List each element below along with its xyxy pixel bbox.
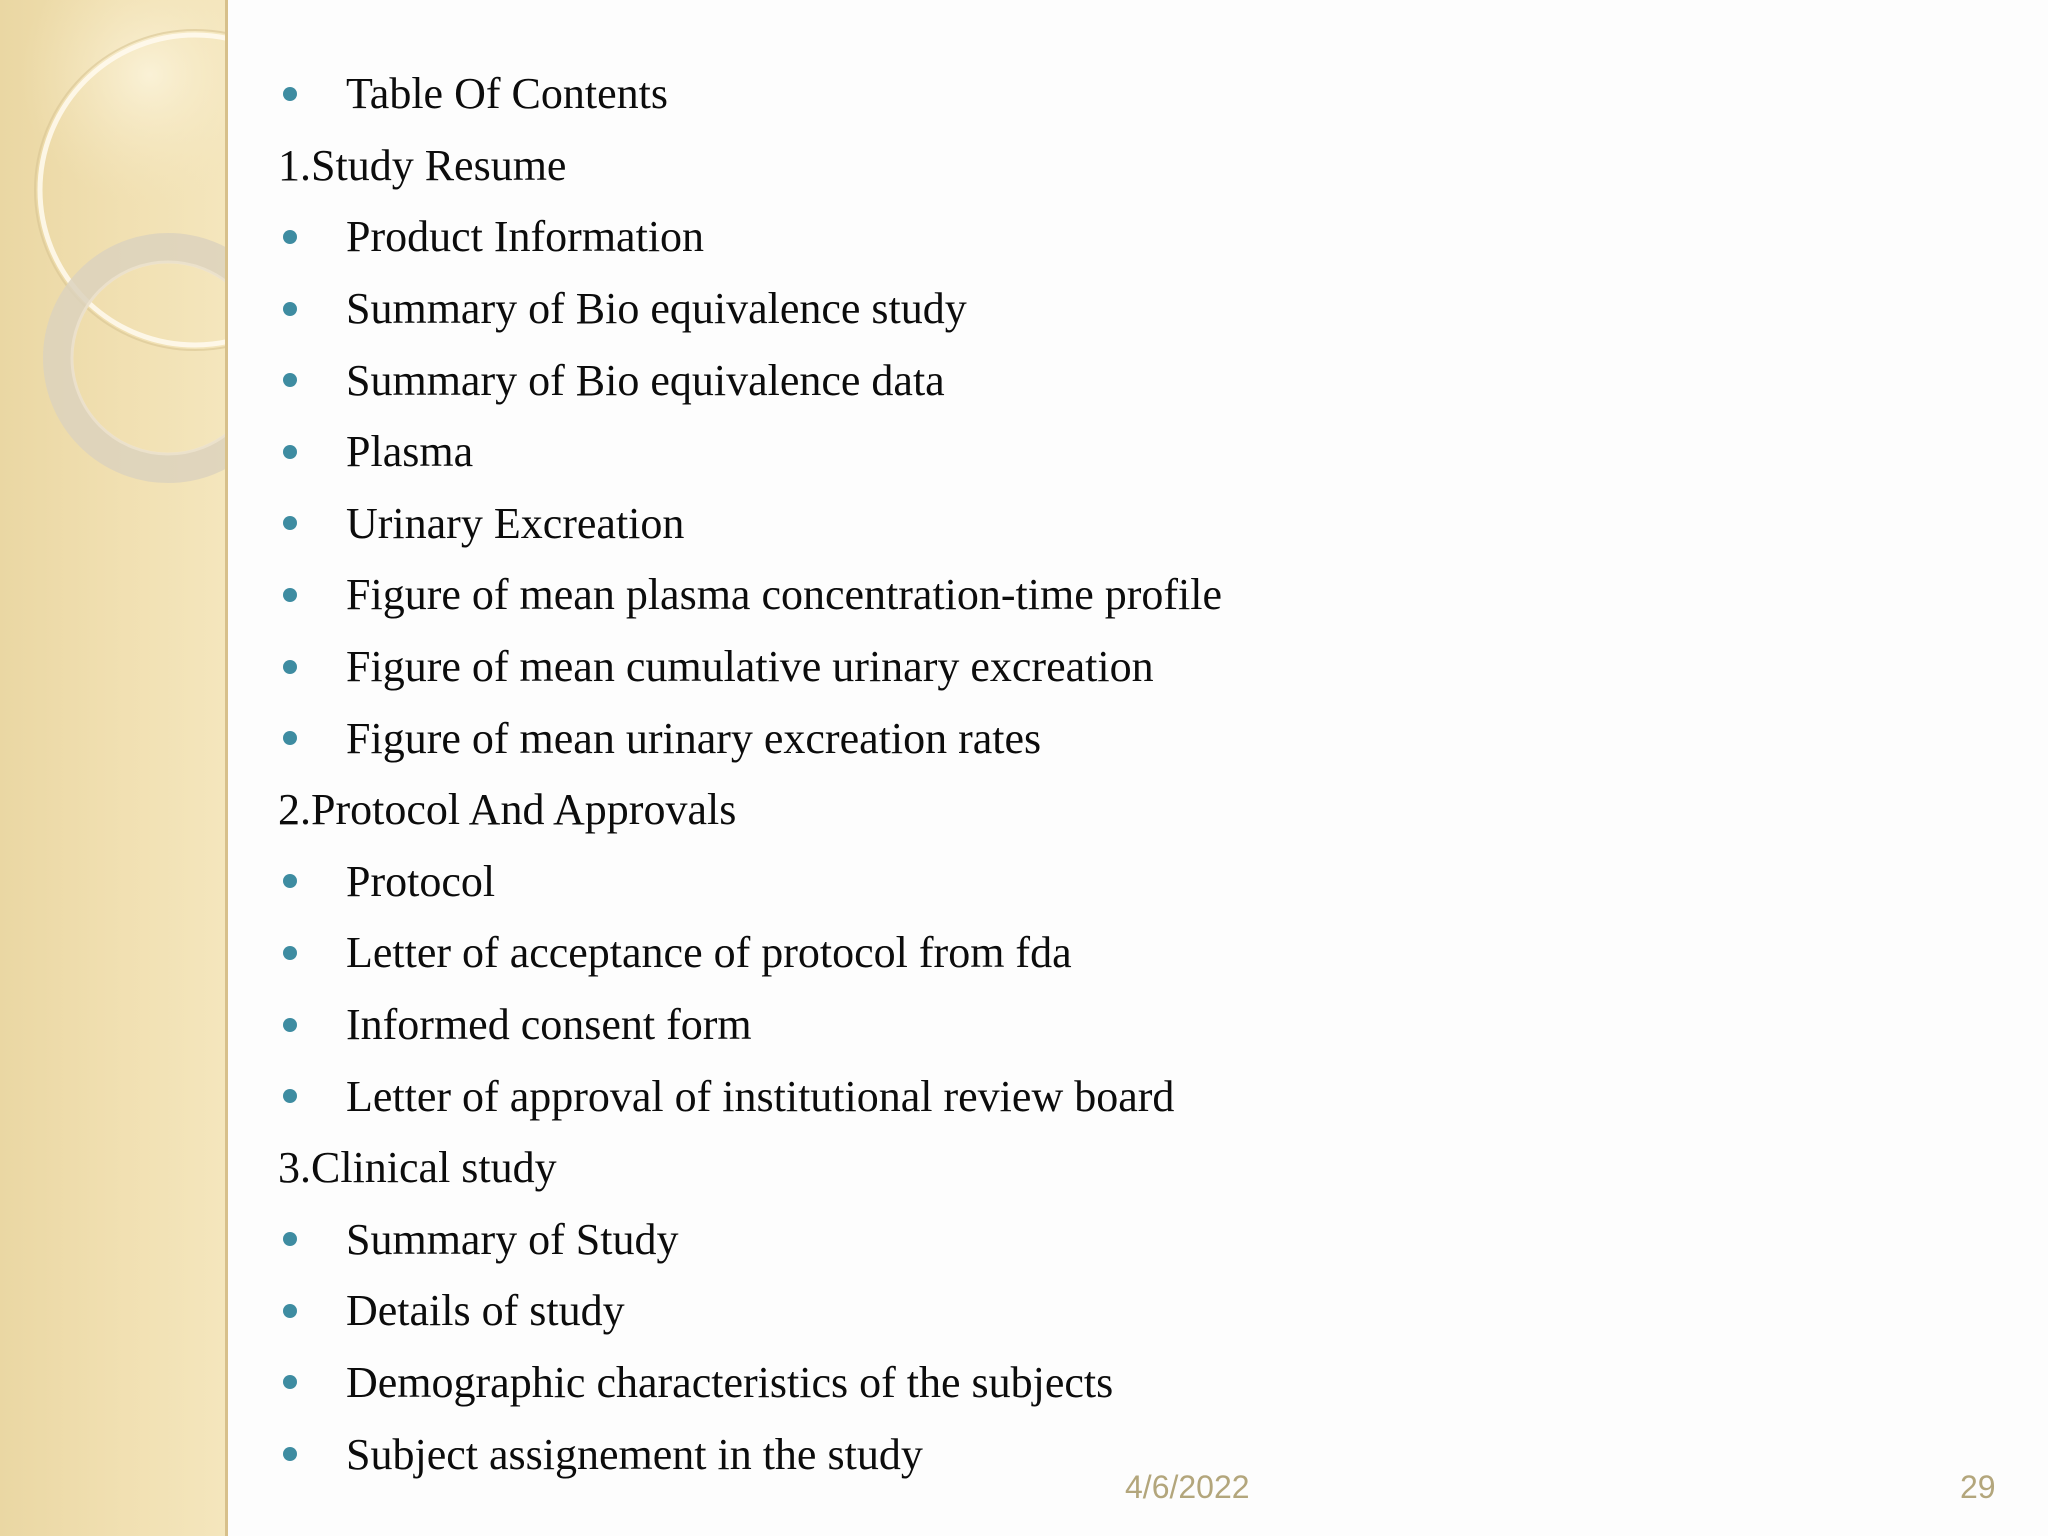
bullet-text: Summary of Study [346,1214,679,1264]
heading-text: 1.Study Resume [278,140,567,190]
bullet-dot-icon [283,731,297,745]
decorative-rings [0,0,228,1536]
bullet-item [278,702,1978,774]
bullet-text: Informed consent form [346,1000,752,1050]
bullet-text: Figure of mean cumulative urinary excreation [346,642,1154,692]
bullet-text: Details of study [346,1286,625,1336]
bullet-item [278,989,1978,1061]
bullet-dot-icon [283,230,297,244]
bullet-text: Demographic characteristics of the subjects [346,1357,1114,1407]
bullet-text: Plasma [346,427,474,477]
bullet-text: Letter of approval of institutional review board [346,1071,1175,1121]
bullet-dot-icon [283,1375,297,1389]
bullet-item [278,58,1978,130]
bullet-item [278,1275,1978,1347]
bullet-text: Table Of Contents [346,69,668,119]
bullet-dot-icon [283,946,297,960]
section-heading [278,130,1978,202]
bullet-item [278,488,1978,560]
bullet-dot-icon [283,1304,297,1318]
bullet-item [278,273,1978,345]
slide-content [278,58,1978,1490]
bullet-text: Summary of Bio equivalence study [346,284,967,334]
bullet-dot-icon [283,1447,297,1461]
slide-date: 4/6/2022 [1125,1469,1250,1505]
bullet-item [278,344,1978,416]
slide-page-number: 29 [1960,1469,1996,1505]
bullet-text: Figure of mean urinary excreation rates [346,713,1042,763]
bullet-item [278,1204,1978,1276]
bullet-item [278,201,1978,273]
bullet-item [278,917,1978,989]
bullet-text: Subject assignement in the study [346,1429,923,1479]
bullet-dot-icon [283,445,297,459]
section-heading [278,774,1978,846]
bullet-dot-icon [283,874,297,888]
bullet-text: Protocol [346,856,496,906]
bullet-item [278,416,1978,488]
bullet-dot-icon [283,87,297,101]
bullet-text: Letter of acceptance of protocol from fda [346,928,1072,978]
bullet-dot-icon [283,1232,297,1246]
bullet-dot-icon [283,373,297,387]
bullet-item [278,559,1978,631]
bullet-dot-icon [283,660,297,674]
heading-text: 3.Clinical study [278,1143,557,1193]
bullet-item [278,631,1978,703]
bullet-dot-icon [283,302,297,316]
bullet-item [278,846,1978,918]
heading-text: 2.Protocol And Approvals [278,785,737,835]
bullet-text: Figure of mean plasma concentration-time profile [346,570,1223,620]
bullet-dot-icon [283,516,297,530]
bullet-text: Urinary Excreation [346,498,685,548]
bullet-text: Product Information [346,212,705,262]
bullet-text: Summary of Bio equivalence data [346,355,945,405]
bullet-dot-icon [283,1018,297,1032]
decorative-side-panel [0,0,228,1536]
bullet-dot-icon [283,1089,297,1103]
bullet-dot-icon [283,588,297,602]
bullet-item [278,1060,1978,1132]
section-heading [278,1132,1978,1204]
bullet-item [278,1347,1978,1419]
